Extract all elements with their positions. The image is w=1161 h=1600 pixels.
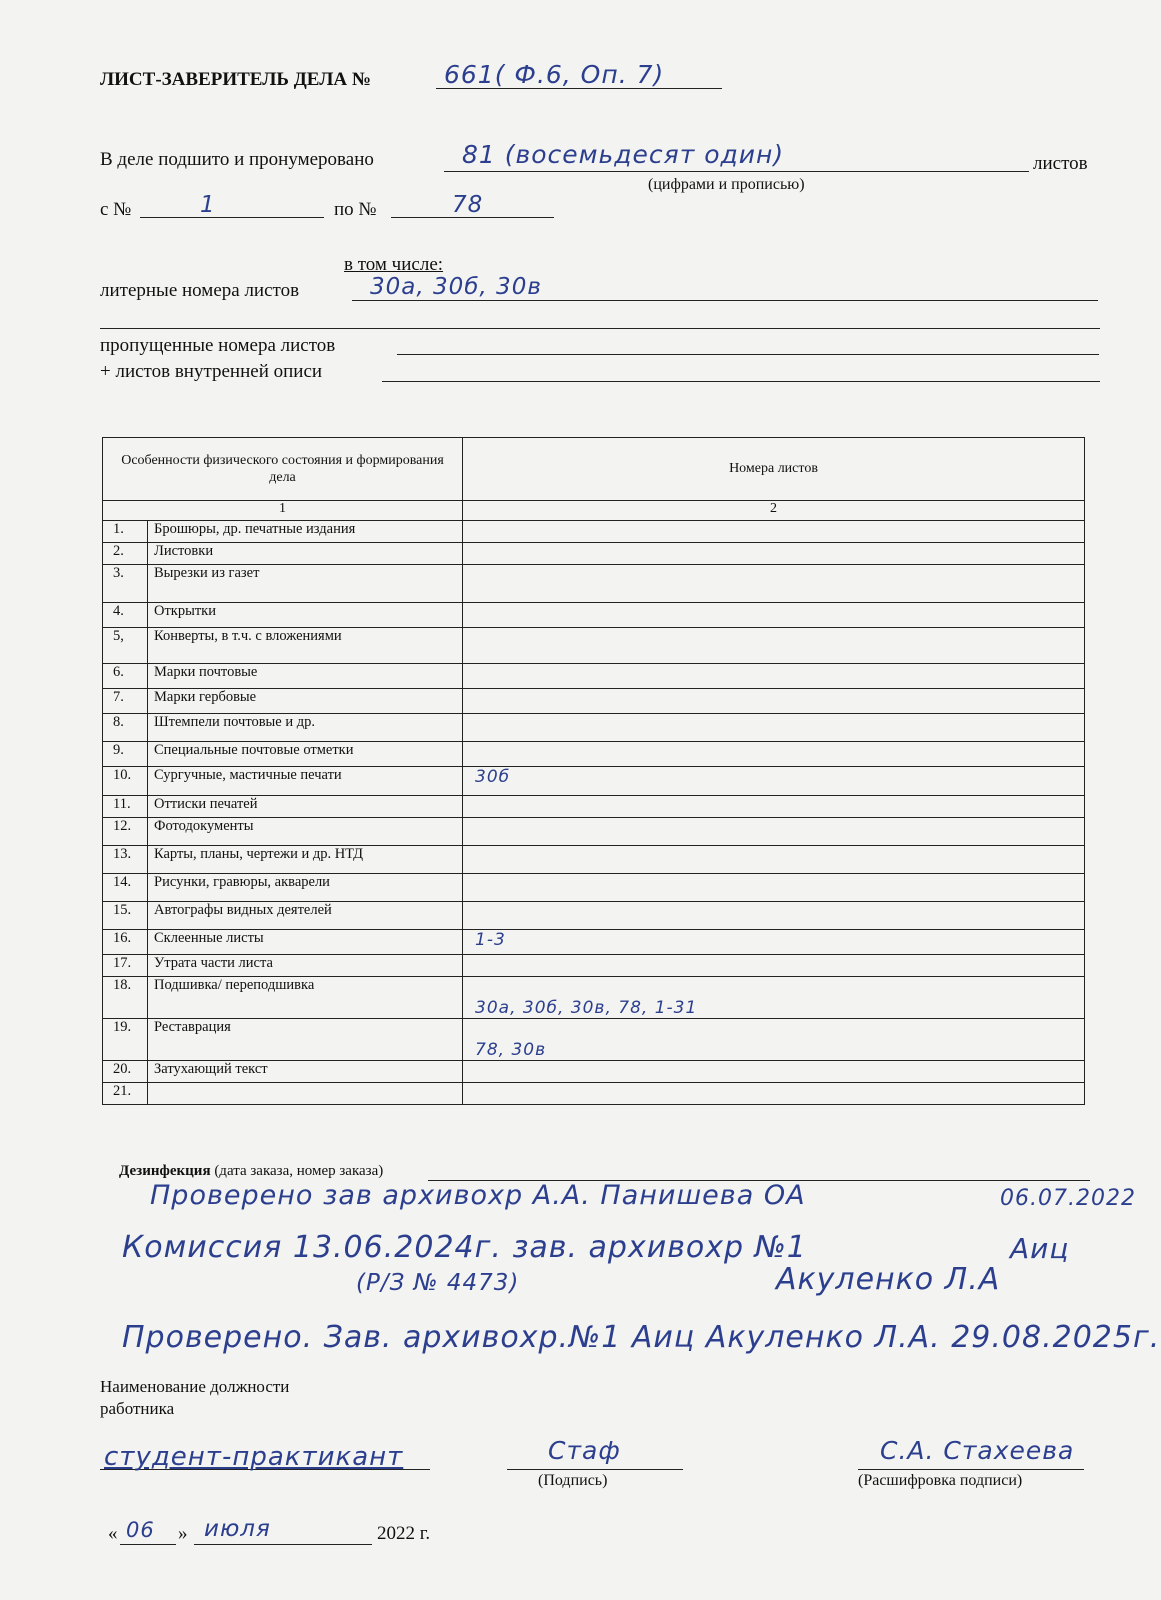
case-number-handwritten: 661( Ф.6, Оп. 7)	[444, 60, 665, 89]
condition-table	[102, 437, 1085, 1105]
row-sheet-numbers	[463, 664, 1085, 689]
date-year: 2022 г.	[377, 1523, 431, 1544]
row-label: Реставрация	[148, 1019, 463, 1061]
row-number: 4.	[103, 603, 148, 628]
row-label: Сургучные, мастичные печати	[148, 767, 463, 796]
date-open-quote: «	[108, 1523, 118, 1544]
disinfection-label-bold: Дезинфекция	[119, 1163, 211, 1179]
table-row	[103, 543, 1085, 565]
decode-underline	[858, 1469, 1084, 1470]
row-label: Конверты, в т.ч. с вложениями	[148, 628, 463, 664]
row-label: Утрата части листа	[148, 955, 463, 977]
row-sheet-numbers: 30а, 30б, 30в, 78, 1-31	[463, 977, 1085, 1019]
letter-numbers-underline	[352, 300, 1098, 301]
row-number: 11.	[103, 796, 148, 818]
col1-header: Особенности физического состояния и формирования дела	[103, 438, 463, 501]
row-label: Листовки	[148, 543, 463, 565]
row-sheet-numbers	[463, 689, 1085, 714]
row-label: Рисунки, гравюры, акварели	[148, 874, 463, 902]
table-row	[103, 689, 1085, 714]
signature-handwritten: Стаф	[548, 1436, 621, 1465]
row-number: 3.	[103, 565, 148, 603]
row-sheet-numbers	[463, 955, 1085, 977]
from-label: с №	[100, 199, 132, 220]
from-handwritten: 1	[200, 192, 216, 218]
sheets-suffix: листов	[1033, 153, 1088, 174]
sheets-prefix: В деле подшито и пронумеровано	[100, 149, 374, 170]
row-sheet-numbers	[463, 742, 1085, 767]
row-sheet-numbers	[463, 714, 1085, 742]
from-underline	[140, 217, 324, 218]
table-row	[103, 628, 1085, 664]
table-row	[103, 1019, 1085, 1061]
disinfection-hw-line4: Проверено. Зав. архивохр.№1 Аиц Акуленко Л.А. 29.08.2025г.	[122, 1320, 1161, 1355]
table-row	[103, 664, 1085, 689]
row-label: Марки гербовые	[148, 689, 463, 714]
row-number: 19.	[103, 1019, 148, 1061]
row-number: 13.	[103, 846, 148, 874]
row-sheet-numbers	[463, 1061, 1085, 1083]
to-handwritten: 78	[452, 192, 484, 218]
table-row	[103, 1083, 1085, 1105]
date-month-underline	[194, 1544, 372, 1545]
disinfection-label	[119, 1163, 383, 1180]
missing-numbers-underline	[397, 354, 1099, 355]
row-number: 8.	[103, 714, 148, 742]
table-row	[103, 565, 1085, 603]
row-number: 2.	[103, 543, 148, 565]
row-label: Подшивка/ переподшивка	[148, 977, 463, 1019]
row-label: Специальные почтовые отметки	[148, 742, 463, 767]
letter-numbers-label: литерные номера листов	[100, 280, 300, 301]
to-label: по №	[334, 199, 377, 220]
table-row	[103, 977, 1085, 1019]
row-sheet-numbers	[463, 628, 1085, 664]
row-label: Марки почтовые	[148, 664, 463, 689]
row-sheet-numbers	[463, 902, 1085, 930]
position-handwritten: студент-практикант	[104, 1442, 404, 1472]
row-number: 5,	[103, 628, 148, 664]
row-number: 15.	[103, 902, 148, 930]
row-sheet-numbers	[463, 818, 1085, 846]
letter-numbers-handwritten: 30а, 30б, 30в	[370, 274, 542, 300]
decode-label: (Расшифровка подписи)	[858, 1472, 1023, 1489]
col2-number: 2	[463, 501, 1085, 521]
row-number: 7.	[103, 689, 148, 714]
table-row	[103, 955, 1085, 977]
row-number: 18.	[103, 977, 148, 1019]
row-number: 16.	[103, 930, 148, 955]
disinfection-hw-line1: Проверено зав архивохр А.А. Панишева ОА	[150, 1180, 806, 1211]
row-number: 14.	[103, 874, 148, 902]
date-day-handwritten: 06	[126, 1518, 155, 1542]
row-sheet-numbers: 1-3	[463, 930, 1085, 955]
including-label: в том числе:	[344, 254, 444, 275]
row-label: Фотодокументы	[148, 818, 463, 846]
table-body	[103, 521, 1085, 1105]
table-row	[103, 902, 1085, 930]
row-number: 20.	[103, 1061, 148, 1083]
row-number: 6.	[103, 664, 148, 689]
row-number: 1.	[103, 521, 148, 543]
row-label: Вырезки из газет	[148, 565, 463, 603]
blank-line	[100, 328, 1100, 329]
table-row	[103, 767, 1085, 796]
row-number: 12.	[103, 818, 148, 846]
table-row	[103, 1061, 1085, 1083]
row-sheet-numbers	[463, 846, 1085, 874]
col1-number: 1	[103, 501, 463, 521]
position-label-line1: Наименование должности	[100, 1377, 290, 1396]
row-label: Склеенные листы	[148, 930, 463, 955]
table-row	[103, 846, 1085, 874]
row-sheet-numbers	[463, 543, 1085, 565]
row-sheet-numbers	[463, 603, 1085, 628]
disinfection-hw-line3: (Р/З № 4473)	[356, 1270, 520, 1296]
disinfection-hw-line2-signature: Аиц	[1010, 1232, 1070, 1265]
row-sheet-numbers	[463, 565, 1085, 603]
signature-underline	[507, 1469, 683, 1470]
table-row	[103, 796, 1085, 818]
date-close-quote: »	[178, 1523, 188, 1544]
row-label: Штемпели почтовые и др.	[148, 714, 463, 742]
row-sheet-numbers	[463, 1083, 1085, 1105]
row-sheet-numbers	[463, 874, 1085, 902]
row-label: Карты, планы, чертежи и др. НТД	[148, 846, 463, 874]
table-row	[103, 714, 1085, 742]
col2-header: Номера листов	[463, 438, 1085, 501]
row-label: Брошюры, др. печатные издания	[148, 521, 463, 543]
table-row	[103, 603, 1085, 628]
missing-numbers-label: пропущенные номера листов	[100, 335, 336, 356]
date-month-handwritten: июля	[204, 1516, 271, 1542]
row-label: Открытки	[148, 603, 463, 628]
sheets-count-handwritten: 81 (восемьдесят один)	[462, 140, 785, 169]
decode-handwritten: С.А. Стахеева	[880, 1436, 1075, 1465]
row-sheet-numbers	[463, 521, 1085, 543]
table-row	[103, 930, 1085, 955]
table-row	[103, 742, 1085, 767]
disinfection-hw-line2: Комиссия 13.06.2024г. зав. архивохр №1	[122, 1230, 807, 1265]
position-label-line2: работника	[100, 1399, 175, 1418]
row-sheet-numbers	[463, 796, 1085, 818]
table-row	[103, 874, 1085, 902]
row-number: 21.	[103, 1083, 148, 1105]
row-label	[148, 1083, 463, 1105]
title-prefix: ЛИСТ-ЗАВЕРИТЕЛЬ ДЕЛА №	[100, 69, 371, 90]
row-label: Оттиски печатей	[148, 796, 463, 818]
signature-label: (Подпись)	[538, 1472, 608, 1489]
date-day-underline	[120, 1544, 176, 1545]
disinfection-hw-line3-name: Акуленко Л.А	[776, 1262, 1001, 1297]
row-sheet-numbers: 78, 30в	[463, 1019, 1085, 1061]
internal-inventory-underline	[382, 381, 1100, 382]
row-sheet-numbers: 30б	[463, 767, 1085, 796]
row-number: 17.	[103, 955, 148, 977]
disinfection-hw-line1-date: 06.07.2022	[1000, 1186, 1136, 1211]
sheets-hint: (цифрами и прописью)	[648, 176, 805, 193]
row-label: Затухающий текст	[148, 1061, 463, 1083]
row-number: 9.	[103, 742, 148, 767]
document-title	[100, 70, 371, 89]
row-label: Автографы видных деятелей	[148, 902, 463, 930]
internal-inventory-label: + листов внутренней описи	[100, 361, 323, 382]
row-number: 10.	[103, 767, 148, 796]
disinfection-label-rest: (дата заказа, номер заказа)	[214, 1163, 384, 1179]
sheets-count-underline	[444, 171, 1029, 172]
table-row	[103, 818, 1085, 846]
table-row	[103, 521, 1085, 543]
